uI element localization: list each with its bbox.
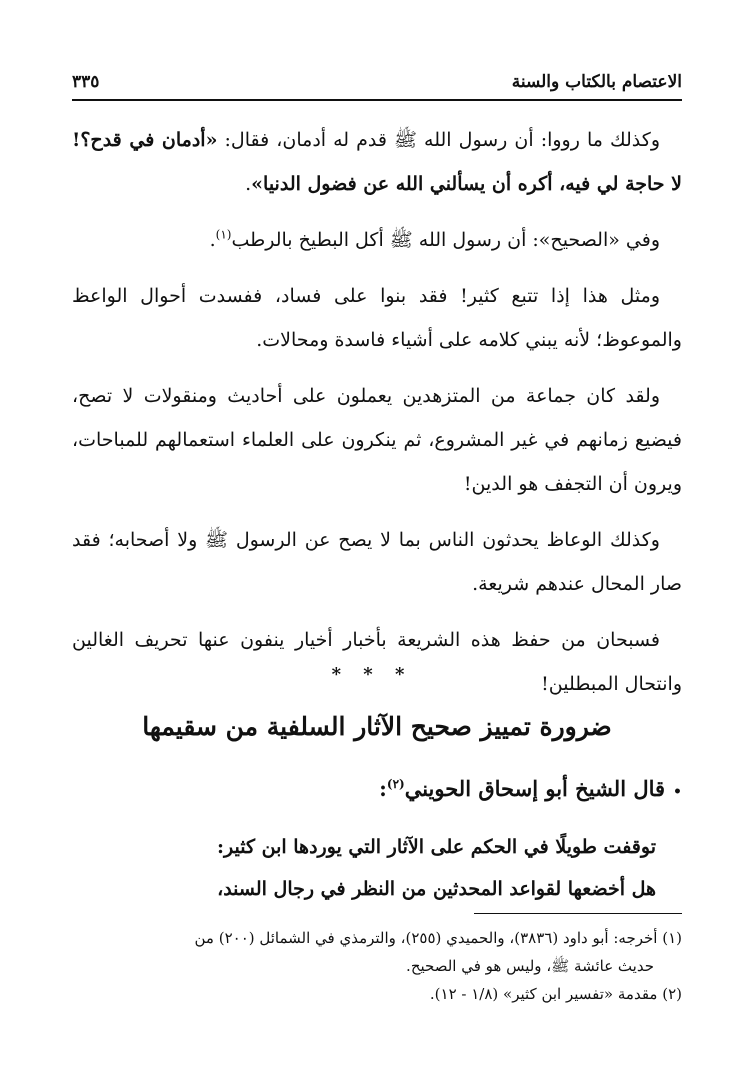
- footnote-ref: (٢): [386, 777, 405, 791]
- running-header: [72, 58, 682, 98]
- paragraph: وكذلك الوعاظ يحدثون الناس بما لا يصح عن الرسول ﷺ ولا أصحابه؛ فقد صار المحال عندهم شريعة.: [72, 529, 682, 595]
- section-heading: ضرورة تمييز صحيح الآثار السلفية من سقيمها: [142, 712, 612, 741]
- paragraph: [72, 118, 682, 206]
- section-separator: * * *: [331, 664, 413, 685]
- footnote-divider: [474, 913, 682, 914]
- book-title: الاعتصام بالكتاب والسنة: [511, 72, 682, 92]
- footnote-ref: (١): [215, 227, 232, 242]
- paragraph: [72, 218, 682, 262]
- bullet-icon: •: [673, 784, 682, 800]
- paragraph: فسبحان من حفظ هذه الشريعة بأخبار أخيار ينفون عنها تحريف الغالين وانتحال المبطلين!: [72, 629, 682, 695]
- attribution-text: قال الشيخ أبو إسحاق الحويني: [404, 776, 666, 801]
- footnote-1: (١) أخرجه: أبو داود (٣٨٣٦)، والحميدي (٢٥٥)، والترمذي في الشمائل (٢٠٠) من: [194, 929, 682, 947]
- quote-attribution: [72, 776, 682, 801]
- paragraph-text: وفي «الصحيح»: أن رسول الله ﷺ أكل البطيخ بالرطب: [231, 229, 660, 251]
- paragraph-text: وكذلك ما رووا: أن رسول الله ﷺ قدم له أدمان، فقال:: [217, 129, 660, 151]
- hadith-quote: «أدمان في قدح؟! لا حاجة لي فيه، أكره أن يسألني الله عن فضول الدنيا»: [72, 129, 682, 195]
- main-text: [72, 118, 682, 718]
- footnote-2: (٢) مقدمة «تفسير ابن كثير» (١/٨ - ١٢).: [429, 985, 682, 1003]
- punctuation: :: [379, 776, 387, 801]
- header-divider: [72, 99, 682, 101]
- punctuation: .: [209, 229, 216, 251]
- quote-line: توقفت طويلًا في الحكم على الآثار التي يوردها ابن كثير:: [217, 836, 656, 858]
- footnotes: [72, 924, 682, 1008]
- quoted-passage: [120, 826, 656, 910]
- paragraph: ولقد كان جماعة من المتزهدين يعملون على أحاديث ومنقولات لا تصح، فيضيع زمانهم في غير المشروع، ثم ينكرون على العلماء استعمالهم للمباحات، ويرون أن التجفف هو الدين!: [72, 385, 682, 495]
- quote-line: هل أخضعها لقواعد المحدثين من النظر في رجال السند،: [217, 878, 656, 900]
- footnote-1-continued: حديث عائشة ﷺ، وليس هو في الصحيح.: [406, 957, 654, 975]
- page-number: ٣٣٥: [72, 72, 100, 92]
- paragraph: ومثل هذا إذا تتبع كثير! فقد بنوا على فساد، ففسدت أحوال الواعظ والموعوظ؛ لأنه يبني كلامه على أشياء فاسدة ومحالات.: [72, 285, 682, 351]
- punctuation: .: [245, 173, 252, 195]
